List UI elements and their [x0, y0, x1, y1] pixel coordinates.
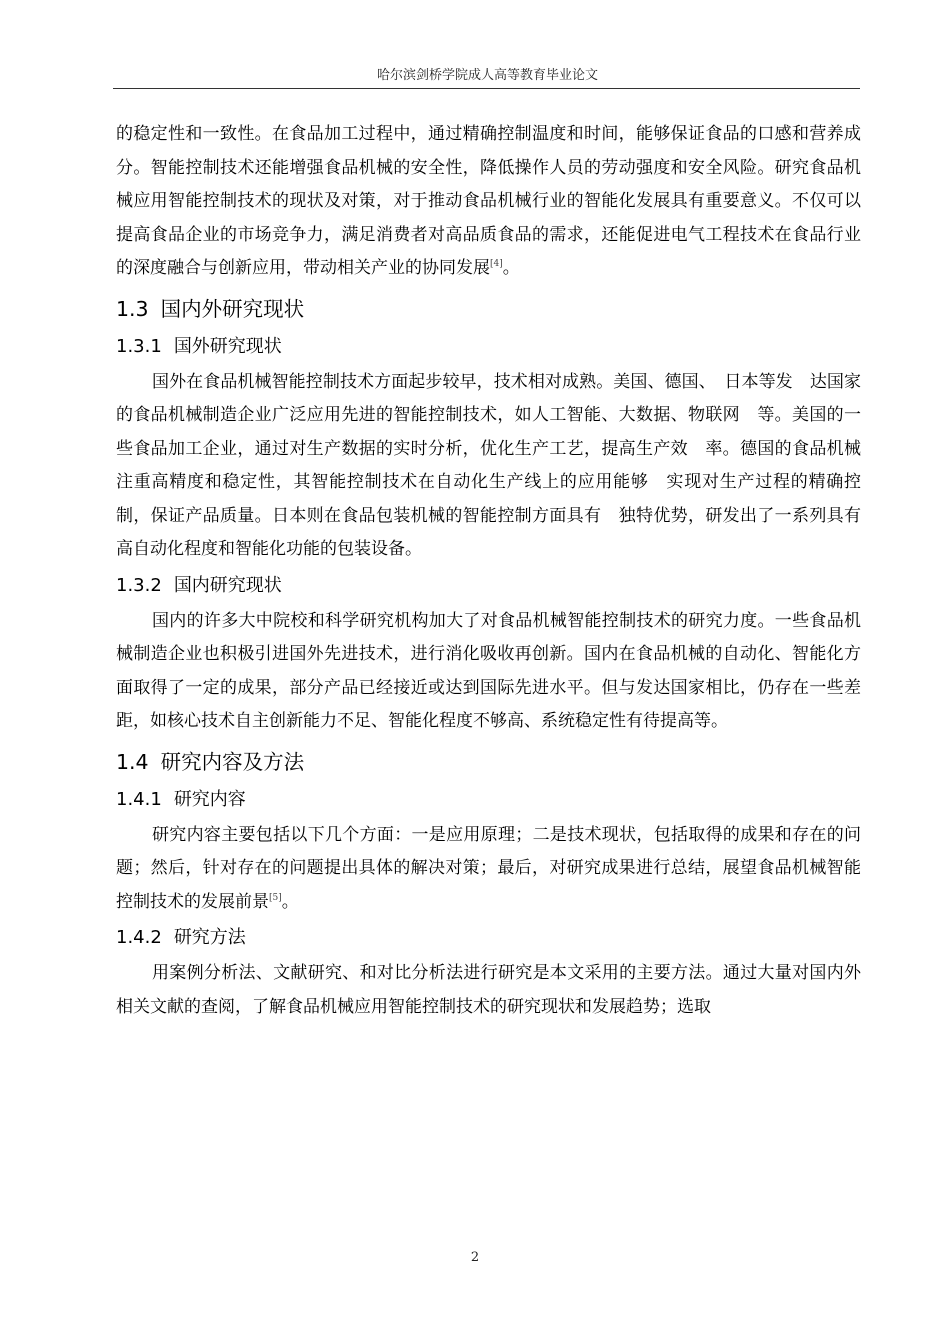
heading-1-4-2: 1.4.2 研究方法	[116, 927, 246, 948]
heading-1-3-2: 1.3.2 国内研究现状	[116, 574, 282, 596]
paragraph-domestic-research: 国内的许多大中院校和科学研究机构加大了对食品机械智能控制技术的研究力度。一些食品机械制造企业也积极引进国外先进技术，进行消化吸收再创新。国内在食品机械的自动化、智能化方面取得了一定的成果，部分产品已经接近或达到国际先进水平。但与发达国家相比，仍存在一些差距，如核心技术自主创新能力不足、智能化程度不够高、系统稳定性有待提高等。	[116, 610, 861, 731]
document-body	[116, 118, 861, 1024]
citation-4[interactable]: [4]	[490, 259, 503, 269]
page-number: 2	[470, 1250, 480, 1265]
heading-1-3: 1.3 国内外研究现状	[116, 296, 305, 321]
heading-1-3-1: 1.3.1 国外研究现状	[116, 335, 282, 357]
citation-5[interactable]: [5]	[269, 892, 282, 903]
header-divider	[113, 88, 860, 89]
heading-1-4: 1.4 研究内容及方法	[116, 749, 305, 774]
paragraph-foreign-research: 国外在食品机械智能控制技术方面起步较早，技术相对成熟。美国、德国、 日本等发 达国家的食品机械制造企业广泛应用先进的智能控制技术，如人工智能、大数据、物联网 等。美国的一些食品加工企业，通过对生产数据的实时分析，优化生产工艺，提高生产效 率。德国的食品机械注重高精度和稳定性，其智能控制技术在自动化生产线上的应用能够 实现对生产过程的精确控制，保证产品质量。日本则在食品包装机械的智能控制方面具有 独特优势，研发出了一系列具有高自动化程度和智能化功能的包装设备。	[116, 371, 861, 559]
paragraph-continued: 的稳定性和一致性。在食品加工过程中，通过精确控制温度和时间，能够保证食品的口感和营养成分。智能控制技术还能增强食品机械的安全性，降低操作人员的劳动强度和安全风险。研究食品机械应用智能控制技术的现状及对策，对于推动食品机械行业的智能化发展具有重要意义。不仅可以提高食品企业的市场竞争力，满足消费者对高品质食品的需求，还能促进电气工程技术在食品行业的深度融合与创新应用，带动相关产业的协同发展[4]。	[116, 124, 861, 278]
heading-1-4-1: 1.4.1 研究内容	[116, 788, 246, 810]
paragraph-research-methods: 用案例分析法、文献研究、和对比分析法进行研究是本文采用的主要方法。通过大量对国内外相关文献的查阅，了解食品机械应用智能控制技术的研究现状和发展趋势；选取	[116, 963, 861, 1017]
running-header: 哈尔滨剑桥学院成人高等教育毕业论文	[376, 68, 598, 83]
paragraph-research-content: 研究内容主要包括以下几个方面：一是应用原理；二是技术现状，包括取得的成果和存在的问题；然后，针对存在的问题提出具体的解决对策；最后，对研究成果进行总结，展望食品机械智能控制技术的发展前景[5]。	[116, 824, 861, 912]
